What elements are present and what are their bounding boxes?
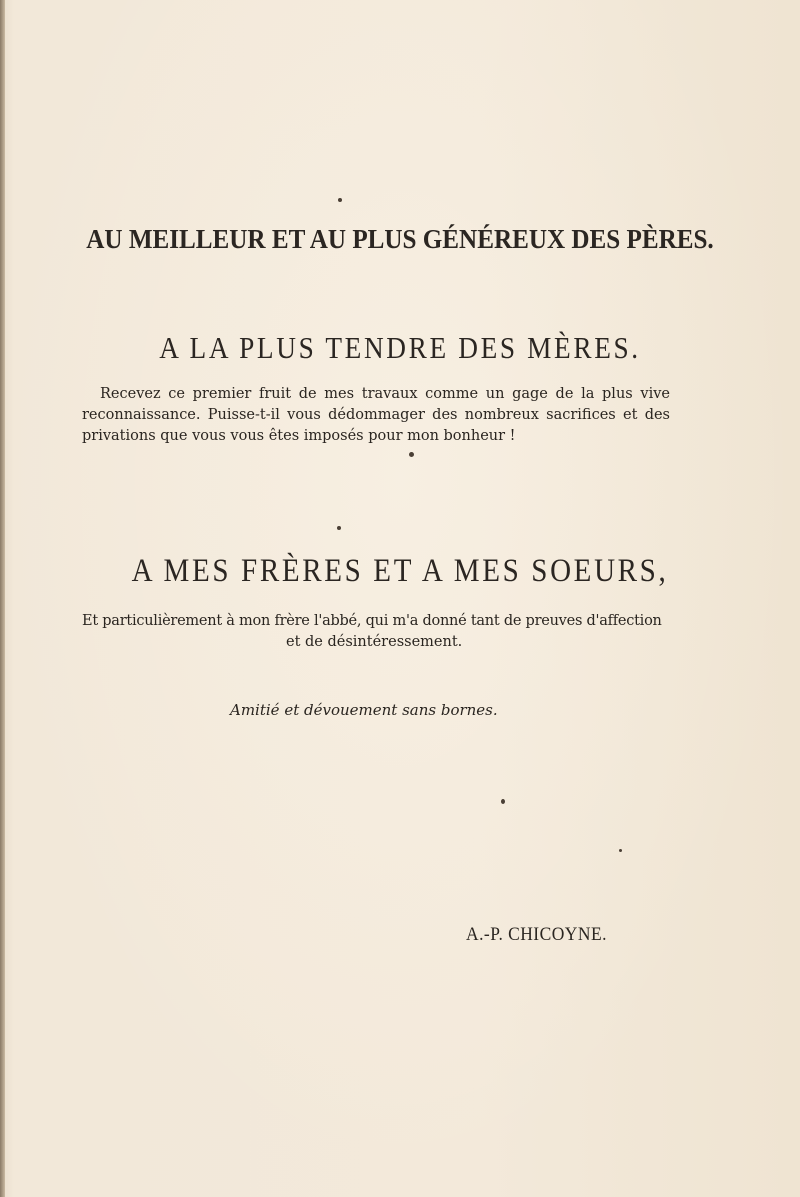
- show-through-shadow: [150, 520, 158, 554]
- mother-text-line: privations que vous vous êtes imposés pour mon bonheur !: [82, 428, 516, 444]
- ink-speck: [501, 799, 505, 804]
- ink-speck: [619, 849, 622, 852]
- siblings-text-line: Et particulièrement à mon frère l'abbé, qui m'a donné tant de preuves d'affection: [82, 613, 662, 629]
- dedication-siblings-text: [82, 611, 670, 653]
- mother-text-line: reconnaissance. Puisse-t-il vous dédommager des nombreux sacrifices et des: [82, 407, 670, 423]
- dedication-father-heading: AU MEILLEUR ET AU PLUS GÉNÉREUX DES PÈRES.: [86, 224, 714, 254]
- siblings-text-line: et de désintéressement.: [286, 634, 463, 650]
- ink-speck: [337, 526, 341, 530]
- dedication-mother-text: [82, 384, 670, 447]
- dedication-siblings-heading: A MES FRÈRES ET A MES SOEURS,: [131, 553, 669, 589]
- dedication-motto: Amitié et dévouement sans bornes.: [230, 701, 498, 719]
- author-signature: A.-P. CHICOYNE.: [466, 924, 607, 945]
- mother-text-line: Recevez ce premier fruit de mes travaux comme un gage de la plus vive: [100, 386, 670, 402]
- dedication-mother-heading: A LA PLUS TENDRE DES MÈRES.: [159, 330, 641, 365]
- ink-speck: [338, 198, 342, 202]
- page-spine-edge: [0, 0, 5, 1197]
- ink-speck: [409, 452, 414, 457]
